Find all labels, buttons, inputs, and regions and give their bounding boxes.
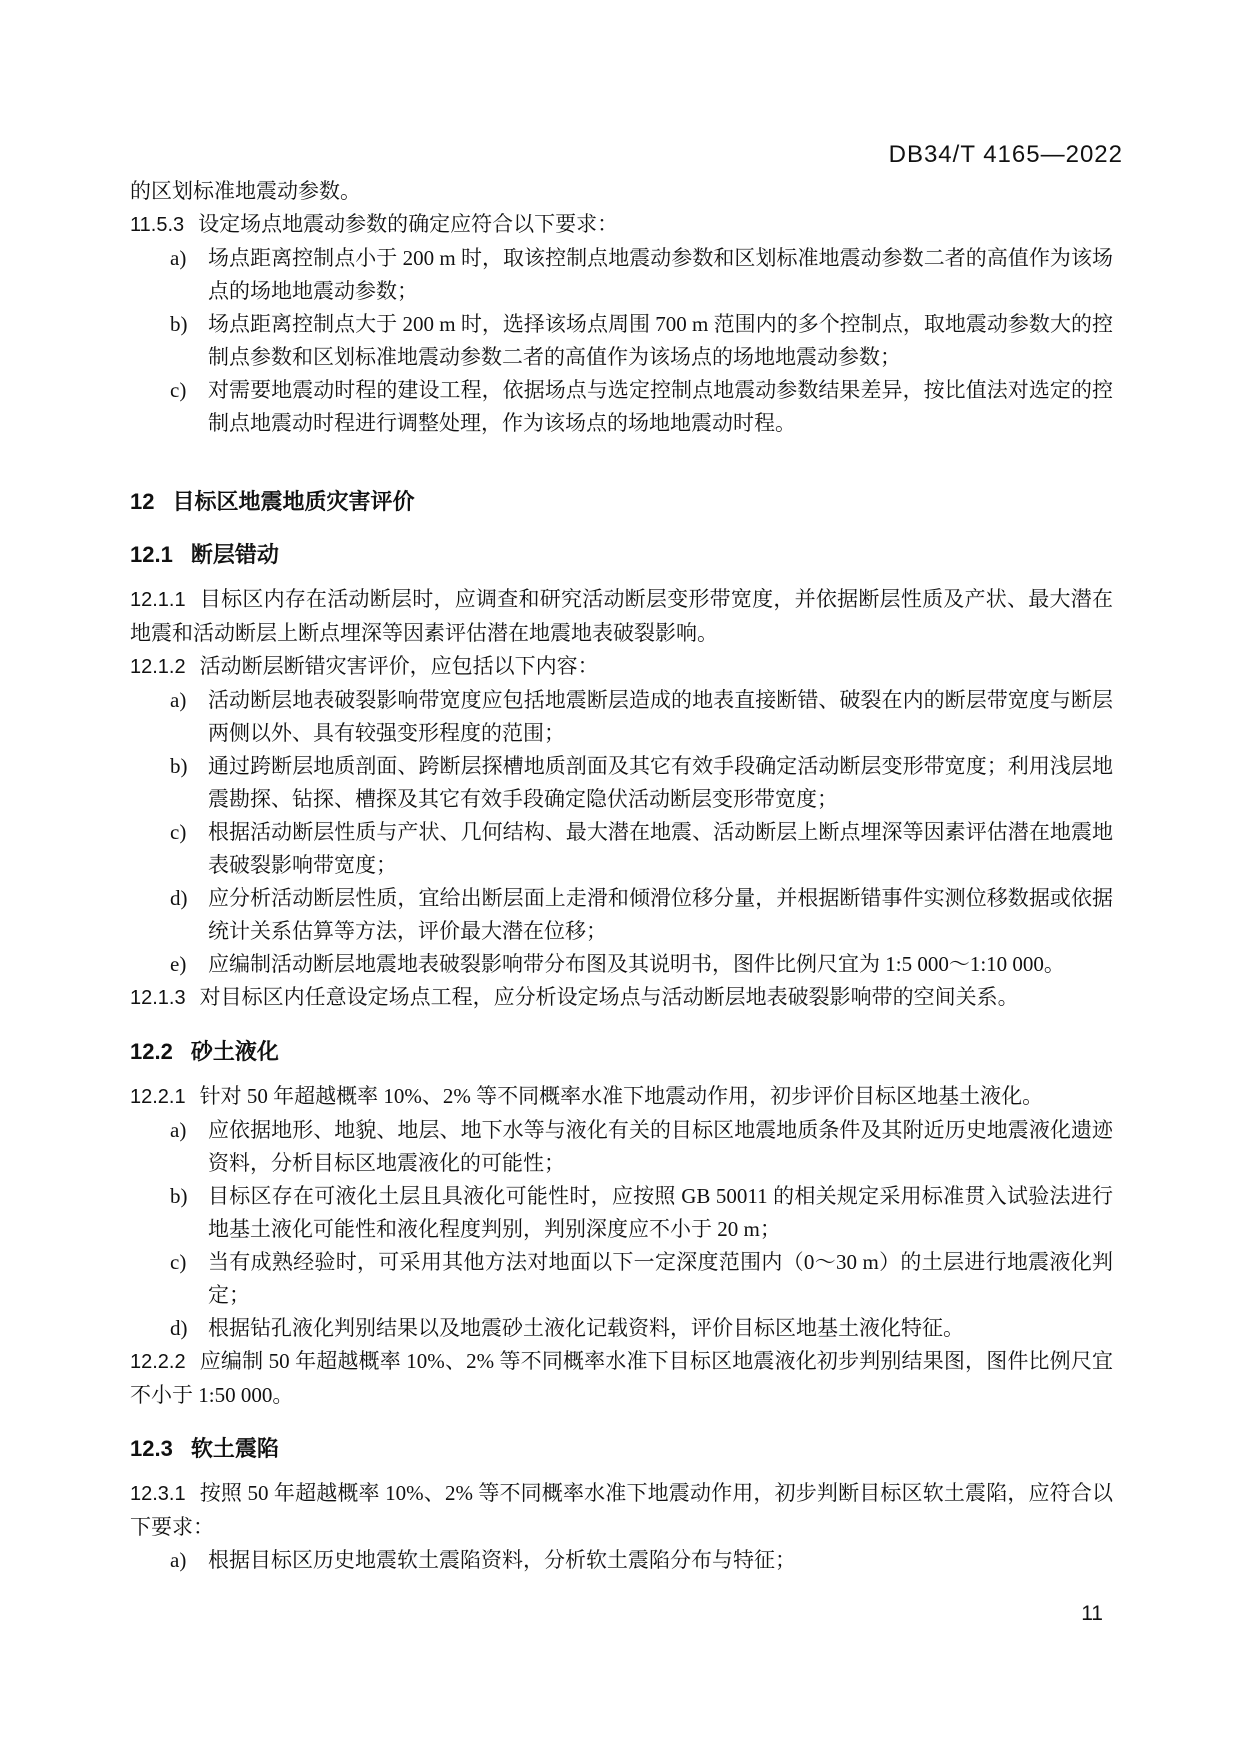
list-item <box>130 1246 1113 1312</box>
clause-number: 12.1.1 <box>130 589 186 611</box>
clause-paragraph <box>130 583 1113 650</box>
list-item-text: 场点距离控制点大于 200 m 时，选择该场点周围 700 m 范围内的多个控制点，取地震动参数大的控制点参数和区划标准地震动参数二者的高值作为该场点的场地地震动参数； <box>208 312 1113 369</box>
list-item-marker: d) <box>170 1316 188 1340</box>
clause-number: 12.1.2 <box>130 656 186 678</box>
heading-text: 断层错动 <box>190 542 279 567</box>
list-item-text: 场点距离控制点小于 200 m 时，取该控制点地震动参数和区划标准地震动参数二者的高值作为该场点的场地地震动参数； <box>208 246 1113 303</box>
list-item-marker: a) <box>170 1118 187 1142</box>
content <box>130 175 1113 1577</box>
clause-paragraph <box>130 1080 1113 1114</box>
list-item-marker: d) <box>170 886 188 910</box>
subsection-heading <box>130 1432 1113 1465</box>
clause-text: 目标区内存在活动断层时，应调查和研究活动断层变形带宽度，并依据断层性质及产状、最大潜在地震和活动断层上断点埋深等因素评估潜在地震地表破裂影响。 <box>130 587 1113 645</box>
subsection-heading <box>130 538 1113 571</box>
list-item-marker: b) <box>170 754 188 778</box>
list-item <box>130 750 1113 816</box>
body-paragraph <box>130 175 1113 208</box>
clause-paragraph <box>130 208 1113 242</box>
list-item-text: 应依据地形、地貌、地层、地下水等与液化有关的目标区地震地质条件及其附近历史地震液化遗迹资料，分析目标区地震液化的可能性； <box>208 1118 1113 1175</box>
list-item <box>130 1180 1113 1246</box>
list-item-marker: a) <box>170 688 187 712</box>
list-item <box>130 1544 1113 1577</box>
list-item-text: 对需要地震动时程的建设工程，依据场点与选定控制点地震动参数结果差异，按比值法对选定的控制点地震动时程进行调整处理，作为该场点的场地地震动时程。 <box>208 378 1113 435</box>
clause-number: 12.3.1 <box>130 1483 186 1505</box>
list-item-text: 活动断层地表破裂影响带宽度应包括地震断层造成的地表直接断错、破裂在内的断层带宽度与断层两侧以外、具有较强变形程度的范围； <box>208 688 1113 745</box>
list-item-text: 应分析活动断层性质，宜给出断层面上走滑和倾滑位移分量，并根据断错事件实测位移数据或依据统计关系估算等方法，评价最大潜在位移； <box>208 886 1113 943</box>
standard-code-header: DB34/T 4165—2022 <box>888 141 1123 168</box>
section-heading <box>130 485 1113 518</box>
list-item-text: 应编制活动断层地震地表破裂影响带分布图及其说明书，图件比例尺宜为 1:5 000～1:10 000。 <box>208 952 1065 976</box>
list-item-text: 当有成熟经验时，可采用其他方法对地面以下一定深度范围内（0～30 m）的土层进行地震液化判定； <box>208 1250 1113 1307</box>
heading-number: 12.3 <box>130 1436 173 1461</box>
clause-paragraph <box>130 1345 1113 1412</box>
list-item-marker: c) <box>170 820 187 844</box>
list-item-marker: b) <box>170 312 188 336</box>
heading-number: 12.1 <box>130 542 173 567</box>
list-item-text: 目标区存在可液化土层且具液化可能性时，应按照 GB 50011 的相关规定采用标准贯入试验法进行地基土液化可能性和液化程度判别，判别深度应不小于 20 m； <box>208 1184 1113 1241</box>
list-item-marker: a) <box>170 1548 187 1572</box>
heading-text: 软土震陷 <box>190 1436 279 1461</box>
subsection-heading <box>130 1035 1113 1068</box>
list-item-text: 根据钻孔液化判别结果以及地震砂土液化记载资料，评价目标区地基土液化特征。 <box>208 1316 964 1340</box>
page-number: 11 <box>1081 1602 1103 1625</box>
list-item-marker: e) <box>170 952 187 976</box>
clause-text: 对目标区内任意设定场点工程，应分析设定场点与活动断层地表破裂影响带的空间关系。 <box>199 985 1019 1009</box>
list-item <box>130 816 1113 882</box>
clause-text: 活动断层断错灾害评价，应包括以下内容： <box>199 654 599 678</box>
clause-text: 应编制 50 年超越概率 10%、2% 等不同概率水准下目标区地震液化初步判别结果图，图件比例尺宜不小于 1:50 000。 <box>130 1349 1113 1407</box>
clause-text: 按照 50 年超越概率 10%、2% 等不同概率水准下地震动作用，初步判断目标区软土震陷，应符合以下要求： <box>130 1481 1113 1539</box>
list-item-marker: c) <box>170 378 187 402</box>
list-item-text: 通过跨断层地质剖面、跨断层探槽地质剖面及其它有效手段确定活动断层变形带宽度；利用浅层地震勘探、钻探、槽探及其它有效手段确定隐伏活动断层变形带宽度； <box>208 754 1113 811</box>
clause-paragraph <box>130 650 1113 684</box>
heading-number: 12.2 <box>130 1039 173 1064</box>
clause-number: 12.2.1 <box>130 1086 186 1108</box>
list-item-marker: b) <box>170 1184 188 1208</box>
heading-text: 砂土液化 <box>190 1039 279 1064</box>
list-item-marker: a) <box>170 246 187 270</box>
clause-number: 11.5.3 <box>130 214 185 236</box>
list-item <box>130 374 1113 440</box>
clause-number: 12.1.3 <box>130 987 186 1009</box>
list-item <box>130 1114 1113 1180</box>
list-item <box>130 1312 1113 1345</box>
clause-text: 设定场点地震动参数的确定应符合以下要求： <box>198 212 619 236</box>
list-item <box>130 882 1113 948</box>
list-item-text: 根据目标区历史地震软土震陷资料，分析软土震陷分布与特征； <box>208 1548 796 1572</box>
list-item <box>130 308 1113 374</box>
body-text: 的区划标准地震动参数。 <box>130 179 361 203</box>
list-item <box>130 948 1113 981</box>
list-item <box>130 684 1113 750</box>
heading-number: 12 <box>130 489 155 514</box>
heading-text: 目标区地震地质灾害评价 <box>172 489 415 514</box>
clause-paragraph <box>130 981 1113 1015</box>
list-item <box>130 242 1113 308</box>
list-item-text: 根据活动断层性质与产状、几何结构、最大潜在地震、活动断层上断点埋深等因素评估潜在地震地表破裂影响带宽度； <box>208 820 1113 877</box>
clause-text: 针对 50 年超越概率 10%、2% 等不同概率水准下地震动作用，初步评价目标区地基土液化。 <box>199 1084 1044 1108</box>
clause-paragraph <box>130 1477 1113 1544</box>
list-item-marker: c) <box>170 1250 187 1274</box>
clause-number: 12.2.2 <box>130 1351 186 1373</box>
